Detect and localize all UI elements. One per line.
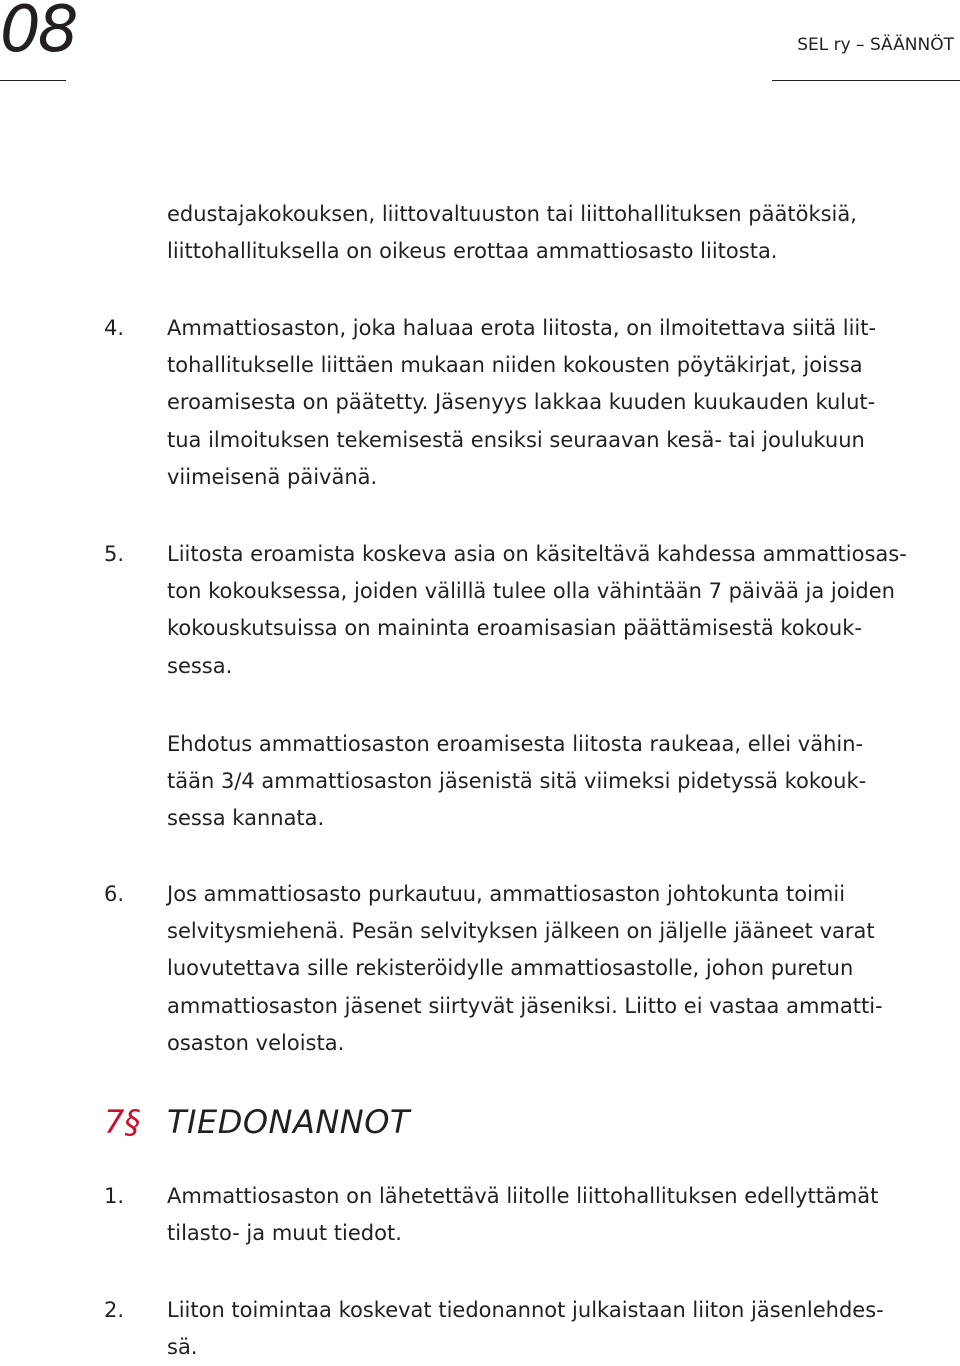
item-4-text: Ammattiosaston, joka haluaa erota liitosta, on ilmoitettava siitä liit- tohallitukselle liittäen mukaan niiden kokousten pöytäkirjat, joissa eroamisesta on päätetty. Jäsenyys lakkaa kuuden kuukauden kulut- tua ilmoituksen tekemisestä ensiksi seuraavan kesä- tai joulukuun viimeisenä päivänä. [167,316,877,489]
page-number-rule [0,80,66,81]
item-number-6: 6. [104,882,125,906]
item-number-5: 5. [104,542,125,566]
item-5-text: Liitosta eroamista koskeva asia on käsiteltävä kahdessa ammattiosas- ton kokouksessa, joiden välillä tulee olla vähintään 7 päivää ja joiden kokouskutsuissa on maininta eroamisasian päättämisestä kokouk- sessa. [167,542,907,678]
item-6-text: Jos ammattiosasto purkautuu, ammattiosaston johtokunta toimii selvitysmiehenä. Pesän selvityksen jälkeen on jäljelle jääneet varat luovutettava sille rekisteröidylle ammattiosastolle, johon puretun ammattiosaston jäsenet siirtyvät jäseniksi. Liitto ei vastaa ammatti- osaston veloista. [167,882,883,1055]
section-title: TIEDONANNOT [167,1103,410,1141]
section-item-number-1: 1. [104,1184,125,1208]
header-rule [772,80,960,81]
section-item-1-text: Ammattiosaston on lähetettävä liitolle liittohallituksen edellyttämät tilasto- ja muut tiedot. [167,1184,879,1246]
running-header: SEL ry – SÄÄNNÖT [797,35,954,55]
section-item-number-2: 2. [104,1298,125,1322]
section-number: 7§ [104,1103,141,1141]
page-number: 08 [0,0,76,67]
item-5-second-paragraph: Ehdotus ammattiosaston eroamisesta liitosta raukeaa, ellei vähin- tään 3/4 ammattiosaston jäsenistä sitä viimeksi pidetyssä kokouk- sessa kannata. [167,732,867,831]
item-number-4: 4. [104,316,125,340]
section-item-2-text: Liiton toimintaa koskevat tiedonannot julkaistaan liiton jäsenlehdes- sä. [167,1298,884,1360]
continuation-paragraph: edustajakokouksen, liittovaltuuston tai liittohallituksen päätöksiä, liittohallituksella on oikeus erottaa ammattiosasto liitosta. [167,202,857,264]
